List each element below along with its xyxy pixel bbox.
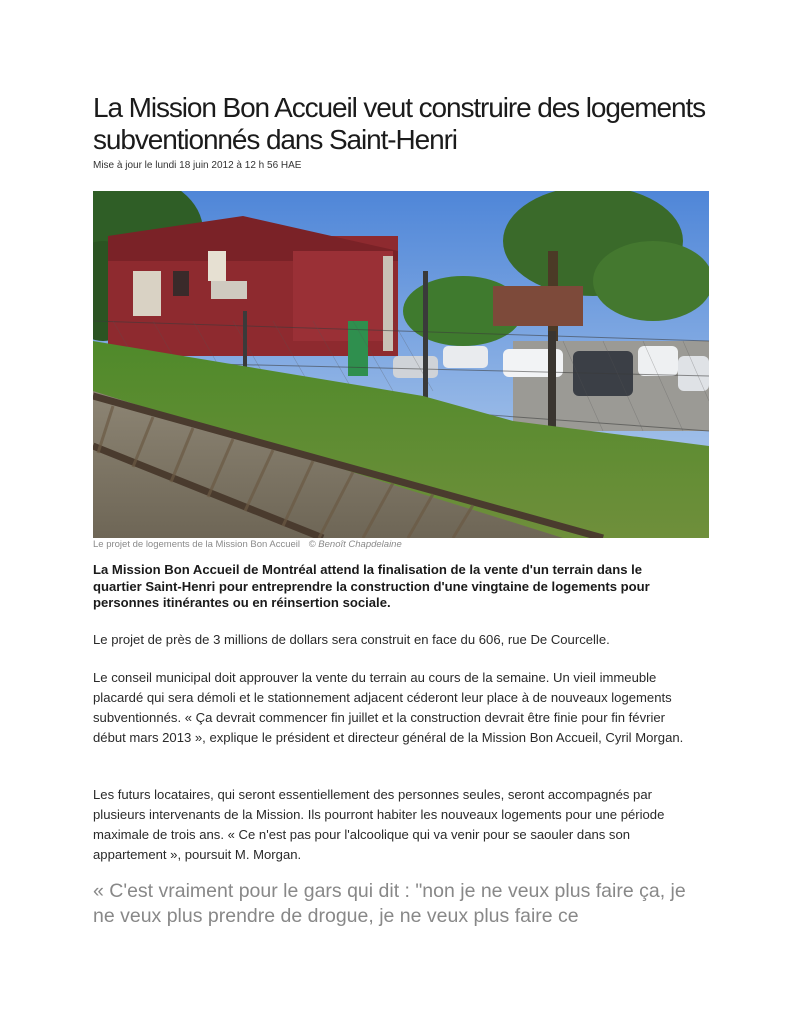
body-paragraph-1: Le projet de près de 3 millions de dollars sera construit en face du 606, rue De Courcelle. [93,632,610,647]
body-paragraph-3: Les futurs locataires, qui seront essentiellement des personnes seules, seront accompagnés par plusieurs intervenants de la Mission. Ils pourront habiter les nouveaux logements pour une période maximale de trois ans. « Ce n'est pas pour l'alcoolique qui va venir pour se saouler dans son appartement », poursuit M. Morgan. [93,787,665,862]
caption-text: Le projet de logements de la Mission Bon Accueil [93,539,301,550]
photo-caption [93,539,402,551]
article-header [93,92,713,172]
article-photo [93,191,709,538]
body-paragraph-2: Le conseil municipal doit approuver la vente du terrain au cours de la semaine. Un vieil immeuble placardé qui sera démoli et le stationnement adjacent céderont leur place à de nouveaux logements subventionnés. « Ça devrait commencer fin juillet et la construction devrait être finie pour fin février début mars 2013 », explique le président et directeur général de la Mission Bon Accueil, Cyril Morgan. [93,670,684,745]
lead-paragraph: La Mission Bon Accueil de Montréal attend la finalisation de la vente d'un terrain dans le quartier Saint-Henri pour entreprendre la construction d'une vingtaine de logements pour personnes itinérantes ou en réinsertion sociale. [93,562,650,610]
pull-quote: « C'est vraiment pour le gars qui dit : "non je ne veux plus faire ça, je ne veux plus prendre de drogue, je ne veux plus faire ce [93,880,686,927]
photo-credit: © Benoît Chapdelaine [308,539,402,550]
headline: La Mission Bon Accueil veut construire des logements subventionnés dans Saint-Henri [93,92,706,155]
updated-timestamp: Mise à jour le lundi 18 juin 2012 à 12 h 56 HAE [93,160,302,171]
